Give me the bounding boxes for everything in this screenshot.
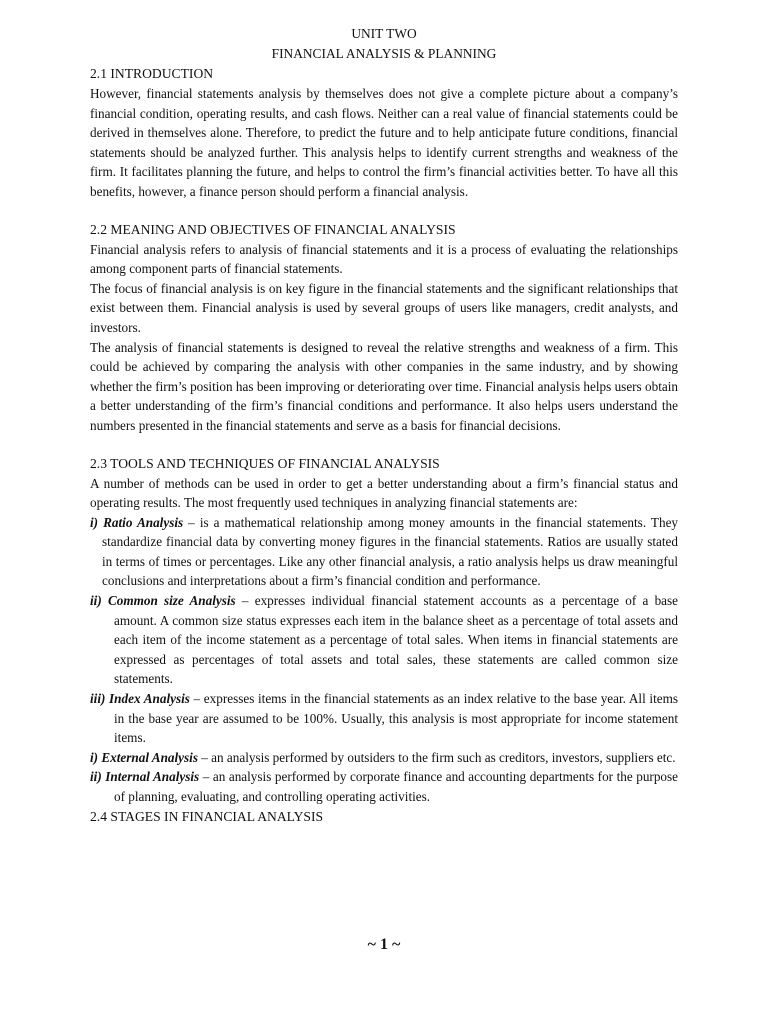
meaning-paragraph-1: Financial analysis refers to analysis of financial statements and it is a process of evaluating the relationships among component parts of financial statements. <box>90 241 678 277</box>
meaning-paragraph-3: The analysis of financial statements is designed to reveal the relative strengths and weakness of a firm. This could be achieved by comparing the analysis with other companies in the same industry, and by showing whether the firm’s position has been improving or deteriorating over time. Financial analysis helps users obtain a better understanding of the firm’s financial conditions and performance. It also helps users understand the numbers presented in the financial statements and serve as a basis for financial decisions. <box>90 339 678 433</box>
definition-internal-analysis: – an analysis performed by corporate finance and accounting departments for the purpose of planning, evaluating, and controlling operating activities. <box>114 769 678 804</box>
definition-common-size-analysis: – expresses individual financial statement accounts as a percentage of a base amount. A common size status expresses each item in the balance sheet as a percentage of total assets and each item of the income statement as a percentage of total sales. When items in financial statements are expressed as percentages of total assets and total sales, these statements are called common size statements. <box>114 593 678 687</box>
meaning-paragraph-2: The focus of financial analysis is on key figure in the financial statements and the significant relationships that exist between them. Financial analysis is used by several groups of users like managers, credit analysts, and investors. <box>90 280 678 335</box>
introduction-paragraph: However, financial statements analysis by themselves does not give a complete picture about a company’s financial condition, operating results, and cash flows. Neither can a real value of financial statements could be derived in themselves alone. Therefore, to predict the future and to help anticipate future conditions, financial statements should be analyzed further. This analysis helps to identify current strengths and weakness of the firm. It facilitates planning the future, and helps to control the firm’s financial activities better. To have all this benefits, however, a finance person should perform a financial analysis. <box>90 86 678 199</box>
term-internal-analysis: ii) Internal Analysis <box>90 769 200 785</box>
term-common-size-analysis: ii) Common size Analysis <box>90 593 236 609</box>
list-item-index-analysis <box>90 689 678 748</box>
definition-index-analysis: – expresses items in the financial statements as an index relative to the base year. All items in the base year are assumed to be 100%. Usually, this analysis is most appropriate for income statement items. <box>114 691 678 746</box>
definition-external-analysis: – an analysis performed by outsiders to the firm such as creditors, investors, suppliers etc. <box>197 749 676 765</box>
document-page <box>90 24 678 827</box>
tools-intro-paragraph: A number of methods can be used in order to get a better understanding about a firm’s financial status and operating results. The most frequently used techniques in analyzing financial statements are: <box>90 475 678 511</box>
document-title: FINANCIAL ANALYSIS & PLANNING <box>271 46 497 61</box>
term-index-analysis: iii) Index Analysis <box>90 691 190 707</box>
section-heading-tools: 2.3 TOOLS AND TECHNIQUES OF FINANCIAL ANALYSIS <box>90 455 440 471</box>
page-number: ~ 1 ~ <box>367 936 401 953</box>
term-external-analysis: i) External Analysis <box>90 749 198 765</box>
term-ratio-analysis: i) Ratio Analysis <box>90 514 184 530</box>
list-item-common-size-analysis <box>90 591 678 689</box>
section-heading-stages: 2.4 STAGES IN FINANCIAL ANALYSIS <box>90 808 324 824</box>
list-item-ratio-analysis <box>90 513 678 591</box>
section-heading-meaning: 2.2 MEANING AND OBJECTIVES OF FINANCIAL ANALYSIS <box>90 221 456 237</box>
unit-label: UNIT TWO <box>351 26 417 41</box>
section-heading-introduction: 2.1 INTRODUCTION <box>90 66 214 81</box>
definition-ratio-analysis: – is a mathematical relationship among money amounts in the financial statements. They standardize financial data by converting money figures in the financial statements. Ratios are usually stated in terms of times or percentages. Like any other financial analysis, a ratio analysis helps us draw meaningful conclusions and interpretations about a firm’s financial condition and performance. <box>102 514 679 589</box>
list-item-internal-analysis <box>90 767 678 806</box>
list-item-external-analysis <box>90 748 678 768</box>
